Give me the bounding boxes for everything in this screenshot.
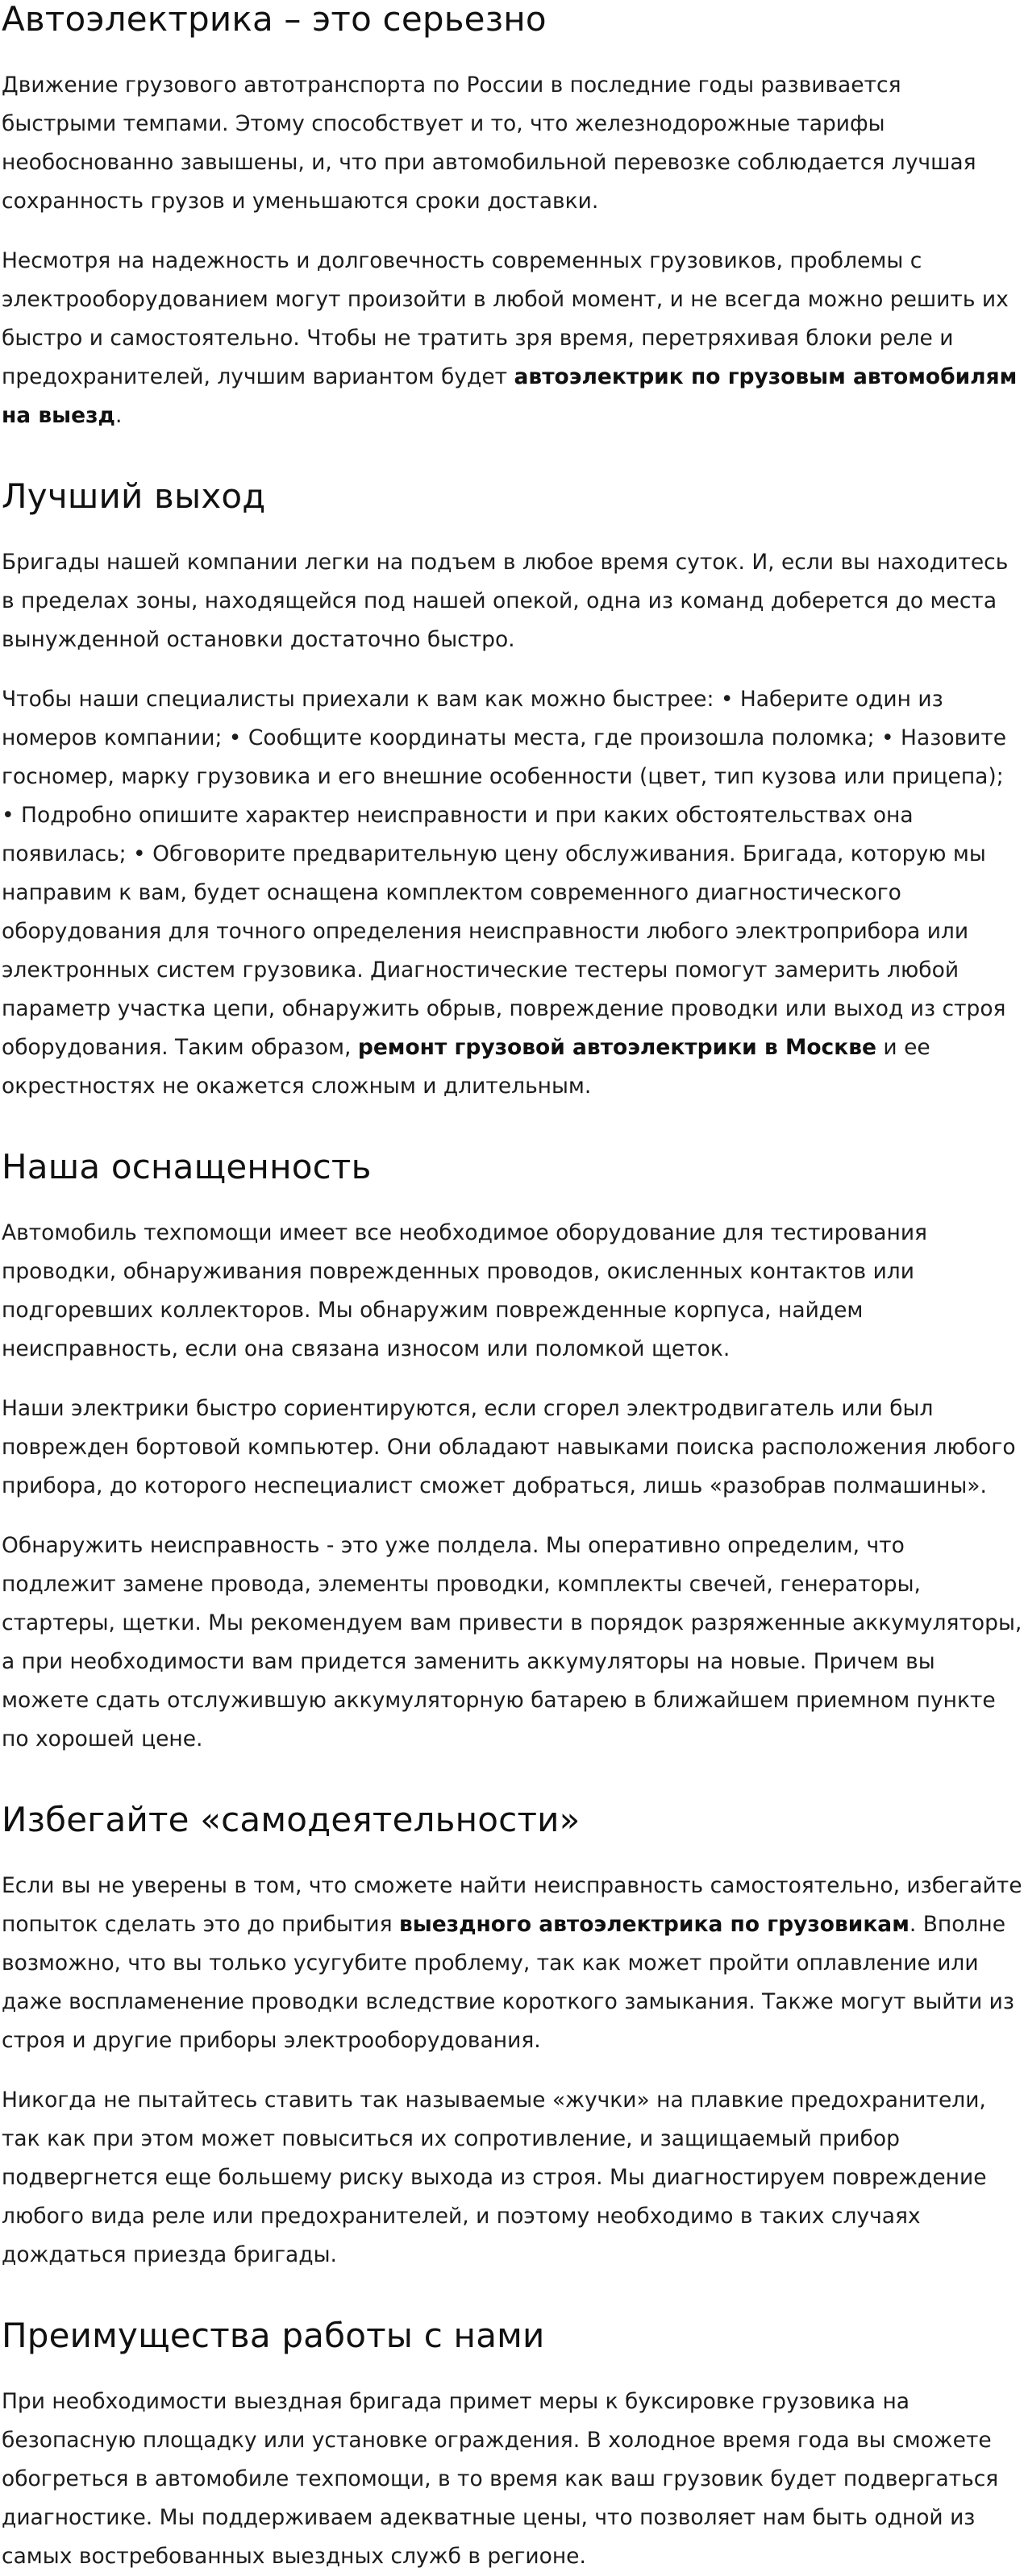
paragraph-text: Наши электрики быстро сориентируются, если сгорел электродвигатель или был поврежден бортовой компьютер. Они обладают навыками поиска расположения любого прибора, до которого неспециалист сможет добраться, лишь «разобрав полмашины». bbox=[2, 1396, 1016, 1498]
paragraph bbox=[2, 1390, 1022, 1506]
bold-keyword: автоэлектрик по грузовым автомобилям на выезд bbox=[2, 364, 1018, 428]
paragraph bbox=[2, 242, 1022, 435]
bold-keyword: ремонт грузовой автоэлектрики в Москве bbox=[357, 1035, 876, 1060]
paragraph bbox=[2, 1527, 1022, 1759]
paragraph bbox=[2, 2383, 1022, 2576]
paragraph bbox=[2, 66, 1022, 221]
paragraph-text: Движение грузового автотранспорта по России в последние годы развивается быстрыми темпами. Этому способствует и то, что железнодорожные тарифы необоснованно завышены, и, что при автомобильной перевозке соблюдается лучшая сохранность грузов и уменьшаются сроки доставки. bbox=[2, 73, 976, 214]
paragraph-text: . bbox=[114, 403, 123, 428]
section-heading: Избегайте «самодеятельности» bbox=[2, 1800, 581, 1839]
paragraph-text: Автомобиль техпомощи имеет все необходимое оборудование для тестирования проводки, обнаруживания поврежденных проводов, окисленных контактов или подгоревших коллекторов. Мы обнаружим поврежденные корпуса, найдем неисправность, если она связана износом или поломкой щеток. bbox=[2, 1220, 927, 1361]
paragraph-text: Чтобы наши специалисты приехали к вам как можно быстрее: • Наберите один из номеров компании; • Сообщите координаты места, где произошла поломка; • Назовите госномер, марку грузовика и его внешние особенности (цвет, тип кузова или прицепа); • Подробно опишите характер неисправности и при каких обстоятельствах она появилась; • Обговорите предварительную цену обслуживания. Бригада, которую мы направим к вам, будет оснащена комплектом современного диагностического оборудования для точного определения неисправности любого электроприбора или электронных систем грузовика. Диагностические тестеры помогут замерить любой параметр участка цепи, обнаружить обрыв, повреждение проводки или выход из строя оборудования. Таким образом, bbox=[2, 687, 1007, 1060]
section-heading: Преимущества работы с нами bbox=[2, 2316, 545, 2355]
section-heading: Наша оснащенность bbox=[2, 1147, 372, 1186]
paragraph-text: . Вполне возможно, что вы только усугубите проблему, так как может пройти оплавление или даже воспламенение проводки вследствие короткого замыкания. Также могут выйти из строя и другие приборы электрооборудования. bbox=[2, 1912, 1014, 2053]
paragraph bbox=[2, 680, 1022, 1106]
page-title: Автоэлектрика – это серьезно bbox=[2, 0, 547, 39]
paragraph bbox=[2, 1214, 1022, 1369]
section-heading: Лучший выход bbox=[2, 476, 266, 516]
paragraph-text: и ее окрестностях не окажется сложным и длительным. bbox=[2, 1035, 930, 1099]
paragraph-text: При необходимости выездная бригада примет меры к буксировке грузовика на безопасную площадку или установке ограждения. В холодное время года вы сможете обогреться в автомобиле техпомощи, в то время как ваш грузовик будет подвергаться диагностике. Мы поддерживаем адекватные цены, что позволяет нам быть одной из самых востребованных выездных служб в регионе. bbox=[2, 2389, 999, 2569]
paragraph bbox=[2, 543, 1022, 659]
paragraph-text: Обнаружить неисправность - это уже полдела. Мы оперативно определим, что подлежит замене провода, элементы проводки, комплекты свечей, генераторы, стартеры, щетки. Мы рекомендуем вам привести в порядок разряженные аккумуляторы, а при необходимости вам придется заменить аккумуляторы на новые. Причем вы можете сдать отслужившую аккумуляторную батарею в ближайшем приемном пункте по хорошей цене. bbox=[2, 1533, 1022, 1751]
paragraph-text: Несмотря на надежность и долговечность современных грузовиков, проблемы с электрооборудованием могут произойти в любой момент, и не всегда можно решить их быстро и самостоятельно. Чтобы не тратить зря время, перетряхивая блоки реле и предохранителей, лучшим вариантом будет bbox=[2, 248, 1009, 389]
paragraph-text: Если вы не уверены в том, что сможете найти неисправность самостоятельно, избегайте попыток сделать это до прибытия bbox=[2, 1873, 1022, 1937]
paragraph-text: Никогда не пытайтесь ставить так называемые «жучки» на плавкие предохранители, так как при этом может повыситься их сопротивление, и защищаемый прибор подвергнется еще большему риску выхода из строя. Мы диагностируем повреждение любого вида реле или предохранителей, и поэтому необходимо в таких случаях дождаться приезда бригады. bbox=[2, 2088, 987, 2267]
paragraph bbox=[2, 1867, 1022, 2060]
paragraph-text: Бригады нашей компании легки на подъем в любое время суток. И, если вы находитесь в пределах зоны, находящейся под нашей опекой, одна из команд доберется до места вынужденной остановки достаточно быстро. bbox=[2, 550, 1009, 652]
bold-keyword: выездного автоэлектрика по грузовикам bbox=[398, 1912, 910, 1937]
paragraph bbox=[2, 2081, 1022, 2275]
